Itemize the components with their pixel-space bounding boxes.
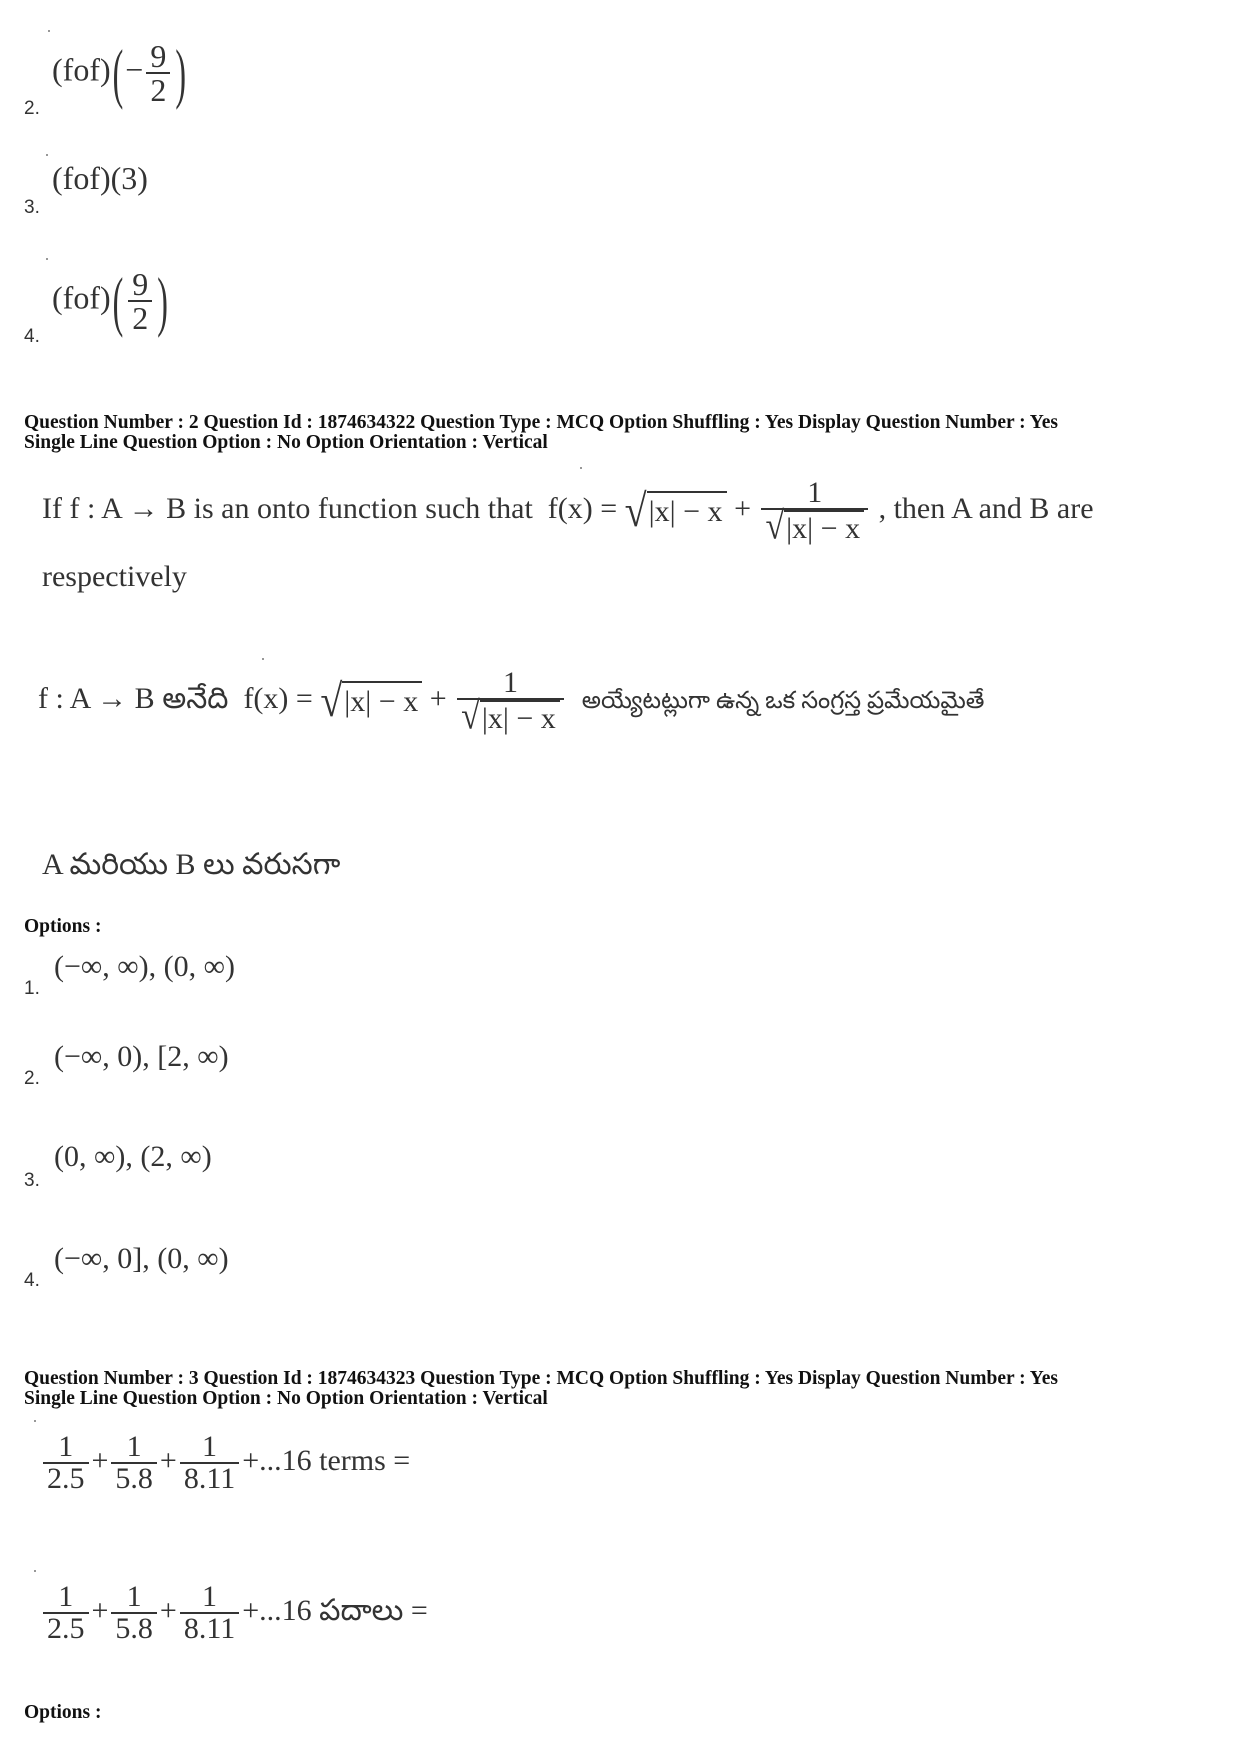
question-2-option-2[interactable]: (−∞, 0), [2, ∞) [54, 1040, 229, 1073]
question-2-options-label: Options : [24, 916, 102, 937]
prev-option-2-number: 2. [24, 98, 40, 119]
question-3-telugu-stem: $\frac{1}{2.5}$ + $\frac{1}{5.8}$ + $\frac{1}{8.11}$ +...16 పదాలు = [40, 1582, 428, 1644]
prev-option-4-number: 4. [24, 326, 40, 347]
question-2-option-1[interactable]: (−∞, ∞), (0, ∞) [54, 950, 236, 983]
fof-label: (fof) [52, 51, 111, 88]
prev-option-3-expression: (fof)(3) [52, 160, 148, 196]
fof-label: (fof) [52, 160, 111, 196]
question-2-telugu-line2: A మరియు B లు వరుసగా [42, 848, 341, 881]
prev-option-3-number: 3. [24, 197, 40, 218]
question-2-meta-line2: Single Line Question Option : No Option Orientation : Vertical [24, 432, 548, 453]
question-2-option-4-number: 4. [24, 1270, 40, 1291]
question-2-english-line2: respectively [42, 560, 187, 593]
question-3-meta-line1: Question Number : 3 Question Id : 1874634323 Question Type : MCQ Option Shuffling : Yes Display Question Number : Yes [24, 1368, 1058, 1389]
question-3-english-stem: $\frac{1}{2.5}$ + $\frac{1}{5.8}$ + $\frac{1}{8.11}$ +...16 terms = [40, 1432, 410, 1494]
question-2-english-stem: If f : A → B is an onto function such that f(x) = √ |x| − x + 1 √ |x| − x , then A and B are [42, 476, 1094, 548]
question-2-option-3[interactable]: (0, ∞), (2, ∞) [54, 1140, 212, 1173]
prev-option-2-expression: (fof)(− $\frac{9}{2}$ ) [52, 34, 186, 110]
question-2-telugu-stem: f : A → B అనేది f(x) = √ |x| − x + 1 √ |x| − x అయ్యేటట్లుగా ఉన్న ఒక సంగ్రస్త ప్రమేయమైతే [38, 666, 985, 738]
question-2-meta-line1: Question Number : 2 Question Id : 1874634322 Question Type : MCQ Option Shuffling : Yes Display Question Number : Yes [24, 412, 1058, 433]
question-2-option-1-number: 1. [24, 978, 40, 999]
question-3-meta-line2: Single Line Question Option : No Option Orientation : Vertical [24, 1388, 548, 1409]
question-2-option-3-number: 3. [24, 1170, 40, 1191]
fof-label: (fof) [52, 279, 111, 316]
question-3-options-label: Options : [24, 1702, 102, 1723]
question-2-option-4[interactable]: (−∞, 0], (0, ∞) [54, 1242, 229, 1275]
question-2-option-2-number: 2. [24, 1068, 40, 1089]
prev-option-4-expression: (fof)( $\frac{9}{2}$ ) [52, 262, 168, 338]
